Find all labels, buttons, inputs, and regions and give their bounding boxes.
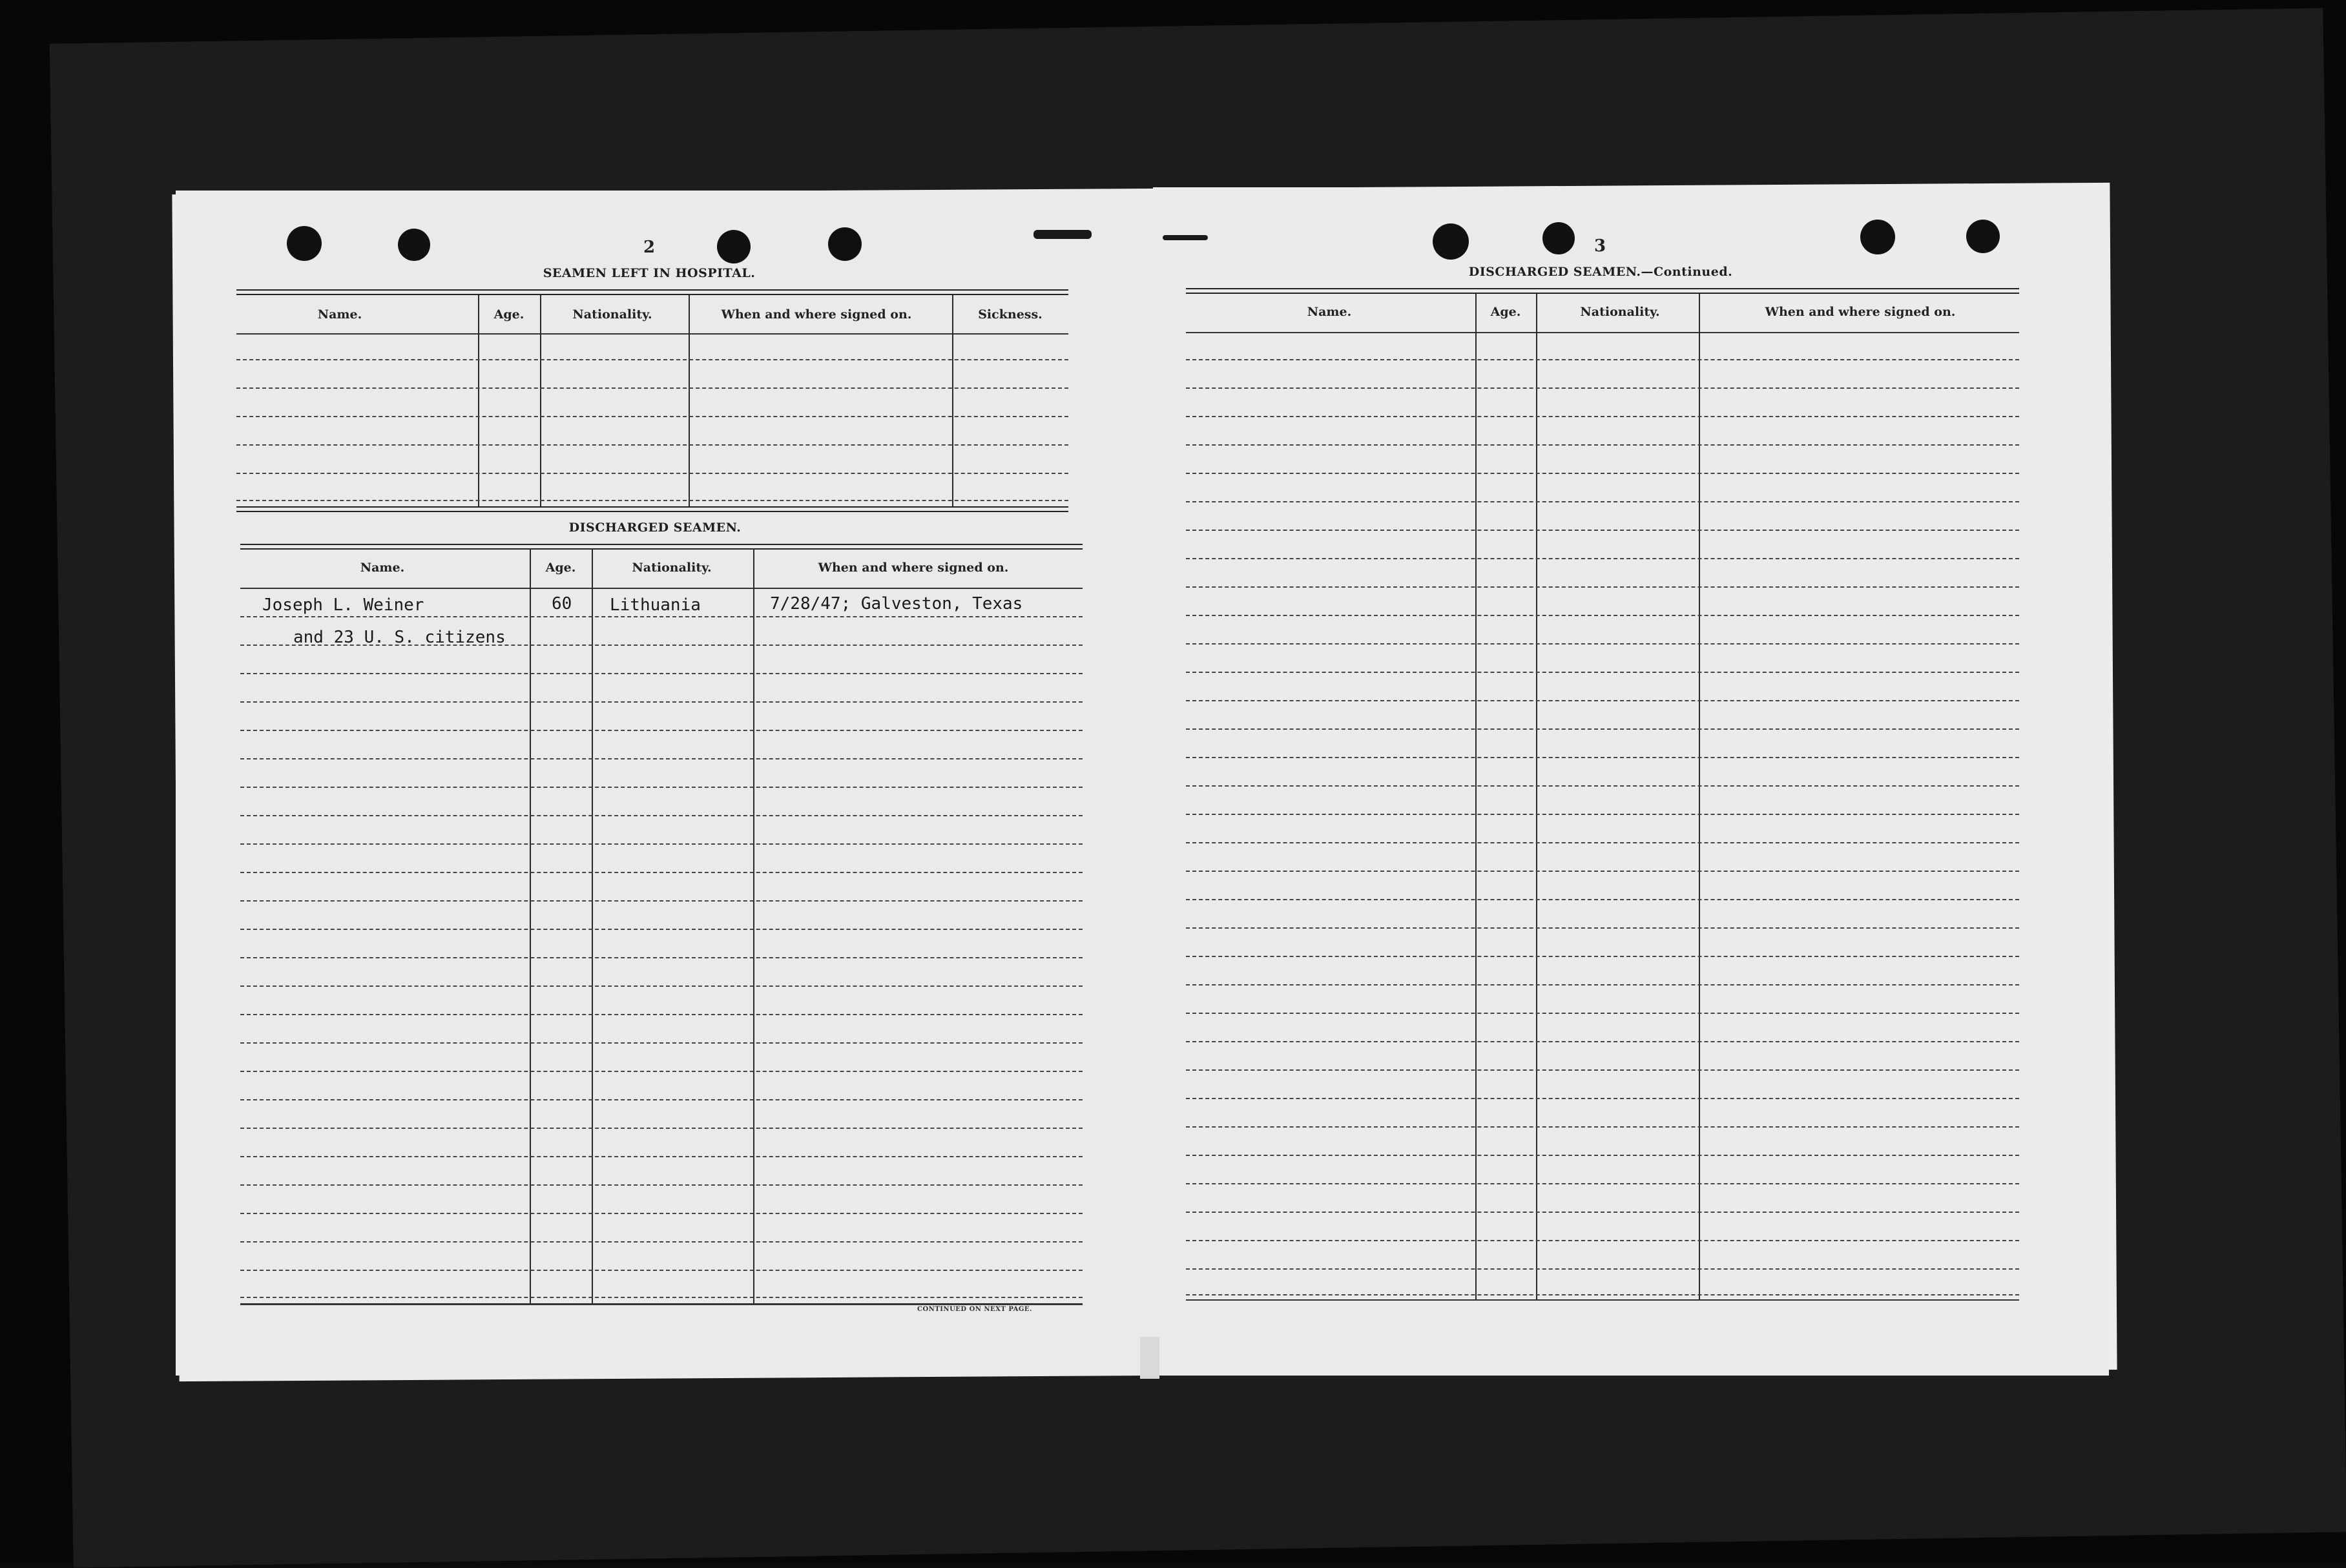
hospital-section-title: SEAMEN LEFT IN HOSPITAL. <box>543 266 756 280</box>
punch-hole <box>398 229 430 261</box>
row-1-name: Joseph L. Weiner <box>262 595 424 615</box>
col-head-name: Name. <box>317 307 362 322</box>
continued-note: CONTINUED ON NEXT PAGE. <box>917 1306 1033 1313</box>
center-fold <box>1140 1337 1159 1379</box>
discharged-continued-table <box>1186 288 2019 1308</box>
row-2-name: and 23 U. S. citizens <box>293 628 506 647</box>
col-head-age: Age. <box>1490 305 1521 319</box>
col-head-name: Name. <box>360 561 405 575</box>
col-head-name: Name. <box>1307 305 1352 319</box>
punch-hole <box>1433 223 1469 260</box>
punch-hole <box>1966 220 2000 253</box>
punch-hole <box>1542 222 1575 254</box>
tear-mark <box>1163 235 1208 240</box>
punch-hole <box>287 226 322 261</box>
hospital-table <box>236 289 1068 512</box>
col-head-nationality: Nationality. <box>1580 305 1660 319</box>
col-head-age: Age. <box>545 561 576 575</box>
row-1-nationality: Lithuania <box>610 595 701 615</box>
page-number-left: 2 <box>643 238 656 257</box>
row-1-age: 60 <box>552 594 572 614</box>
discharged-table <box>240 544 1083 1309</box>
punch-hole <box>1860 220 1895 254</box>
punch-hole <box>717 230 751 263</box>
col-head-age: Age. <box>493 307 524 322</box>
punch-hole <box>828 227 862 261</box>
col-head-sickness: Sickness. <box>978 307 1043 322</box>
col-head-nationality: Nationality. <box>632 561 712 575</box>
discharged-continued-title: DISCHARGED SEAMEN.—Continued. <box>1468 265 1733 279</box>
tear-mark <box>1033 230 1092 239</box>
col-head-signed-on: When and where signed on. <box>721 307 912 322</box>
discharged-section-title: DISCHARGED SEAMEN. <box>568 521 742 535</box>
row-1-signed-on: 7/28/47; Galveston, Texas <box>770 594 1023 614</box>
col-head-nationality: Nationality. <box>572 307 652 322</box>
col-head-signed-on: When and where signed on. <box>1765 305 1956 319</box>
col-head-signed-on: When and where signed on. <box>818 561 1009 575</box>
page-number-right: 3 <box>1594 236 1606 256</box>
